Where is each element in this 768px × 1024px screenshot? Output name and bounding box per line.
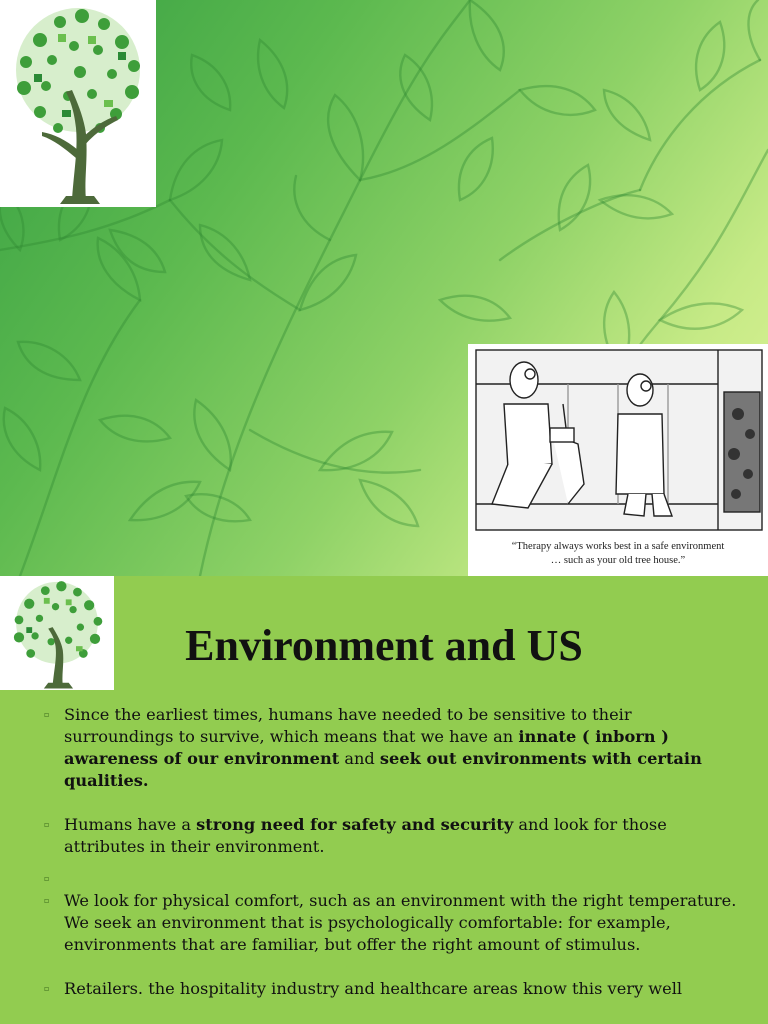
bullet-emphasis: awareness of our environment (64, 749, 340, 768)
bullet-emphasis: inborn (595, 727, 656, 746)
bullet-marker: ▫ (44, 710, 50, 719)
bullet-text: and look for those attributes in their environment. (64, 815, 667, 856)
cartoon-caption: “Therapy always works best in a safe environment … such as your old tree house.” (511, 541, 725, 566)
eco-tree-icon (0, 576, 114, 690)
bullet-emphasis: seek out environments with certain qualities. (64, 749, 702, 790)
slide-title: Environment and US (185, 621, 583, 670)
bullet-text: Humans have a (64, 815, 197, 834)
bullet-list (44, 704, 744, 1000)
eco-tree-image-small (0, 576, 114, 690)
bullet-marker: ▫ (44, 896, 50, 905)
eco-tree-icon (0, 0, 156, 207)
bullet-emphasis: innate (518, 727, 577, 746)
bullet-text: Retailers. the hospitality industry and healthcare areas know this very well (64, 979, 683, 998)
bullet-item (44, 704, 744, 792)
bullet-item (44, 978, 744, 1000)
bullet-marker: ▫ (44, 874, 50, 883)
bullet-marker: ▫ (44, 984, 50, 993)
bullet-marker: ▫ (44, 820, 50, 829)
bullet-item (44, 814, 744, 858)
bullet-text: We look for physical comfort, such as an environment with the right temperature. We seek an environment that is psychologically comfortable: for example, environments that are familiar, but offer the right amount of stimulus. (64, 891, 737, 954)
bullet-item-empty (44, 868, 744, 890)
bullet-text: Since the earliest times, humans have needed to be sensitive to their surroundings to survive, which means that we have an (64, 705, 632, 746)
eco-tree-image (0, 0, 156, 207)
bullet-text: ) (655, 727, 669, 746)
content-slide (0, 576, 768, 1024)
bullet-item (44, 890, 744, 956)
cartoon-drawing (468, 344, 768, 536)
bullet-emphasis: strong need for safety and security (196, 815, 514, 834)
therapy-cartoon (468, 344, 768, 576)
bullet-text: and (339, 749, 380, 768)
bullet-text: ( (576, 727, 596, 746)
